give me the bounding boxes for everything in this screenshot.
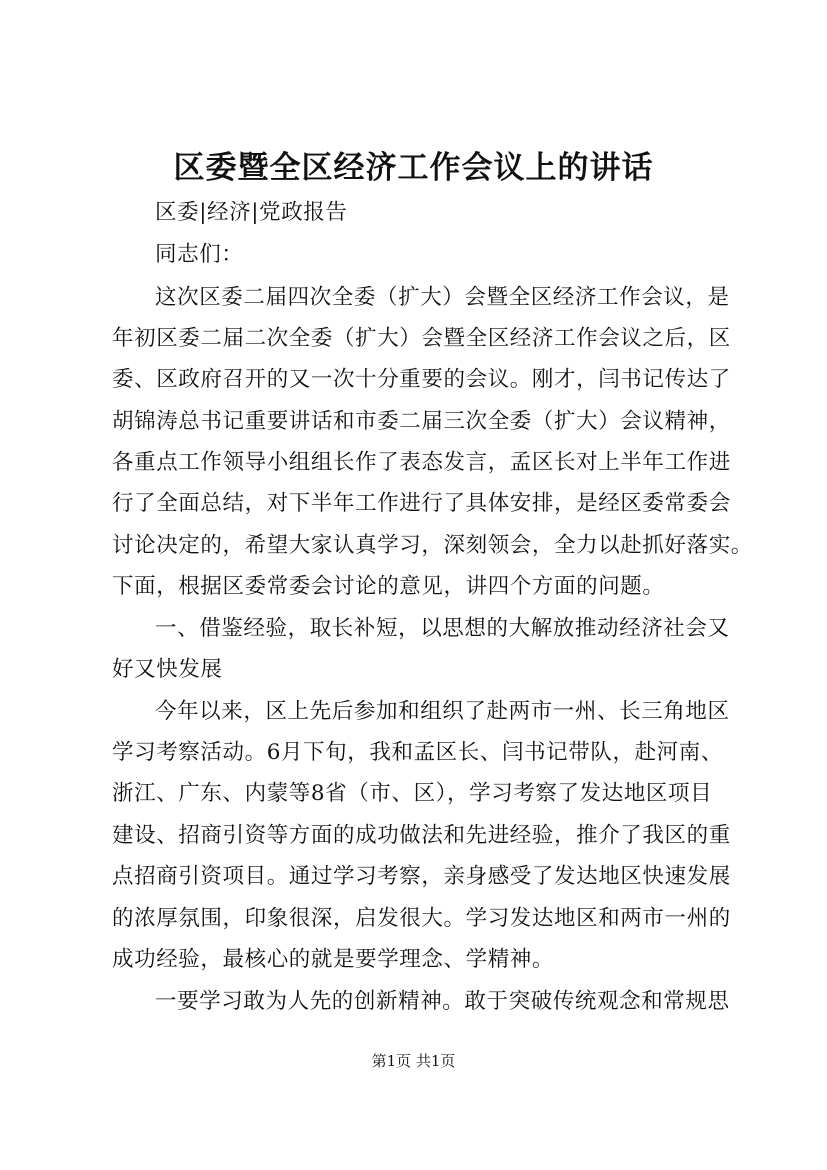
paragraph-line: 下面，根据区委常委会讨论的意见，讲四个方面的问题。 — [112, 574, 665, 599]
paragraph-line: 委、区政府召开的又一次十分重要的会议。刚才，闫书记传达了 — [112, 367, 731, 392]
paragraph-line: 一要学习敢为人先的创新精神。敢于突破传统观念和常规思 — [155, 989, 730, 1014]
page-number-label: 第1页 共1页 — [371, 1052, 456, 1070]
paragraph-line: 建设、招商引资等方面的成功做法和先进经验，推介了我区的重 — [112, 823, 731, 848]
paragraph-line: 胡锦涛总书记重要讲话和市委二届三次全委（扩大）会议精神， — [112, 409, 731, 434]
section-heading-line: 一、借鉴经验，取长补短，以思想的大解放推动经济社会又 — [155, 616, 730, 641]
paragraph-line: 今年以来，区上先后参加和组织了赴两市一州、长三角地区 — [155, 699, 730, 724]
section-heading-line: 好又快发展 — [112, 657, 223, 682]
paragraph-line: 这次区委二届四次全委（扩大）会暨全区经济工作会议，是 — [155, 285, 730, 310]
paragraph-line: 行了全面总结，对下半年工作进行了具体安排，是经区委常委会 — [112, 491, 731, 516]
paragraph-line: 学习考察活动。6月下旬，我和孟区长、闫书记带队，赴河南、 — [112, 740, 723, 765]
paragraph-line: 各重点工作领导小组组长作了表态发言，孟区长对上半年工作进 — [112, 450, 731, 475]
page-footer — [0, 1051, 827, 1071]
salutation: 同志们： — [155, 242, 244, 267]
paragraph-line: 讨论决定的，希望大家认真学习，深刻领会，全力以赴抓好落实。 — [112, 533, 753, 558]
paragraph-line: 年初区委二届二次全委（扩大）会暨全区经济工作会议之后，区 — [112, 326, 731, 351]
paragraph-line: 点招商引资项目。通过学习考察，亲身感受了发达地区快速发展 — [112, 864, 731, 889]
document-title: 区委暨全区经济工作会议上的讲话 — [173, 150, 654, 186]
paragraph-line: 浙江、广东、内蒙等8省（市、区），学习考察了发达地区项目 — [112, 781, 713, 806]
paragraph-line: 成功经验，最核心的就是要学理念、学精神。 — [112, 947, 555, 972]
paragraph-line: 的浓厚氛围，印象很深，启发很大。学习发达地区和两市一州的 — [112, 906, 731, 931]
document-tags: 区委|经济|党政报告 — [155, 200, 348, 225]
